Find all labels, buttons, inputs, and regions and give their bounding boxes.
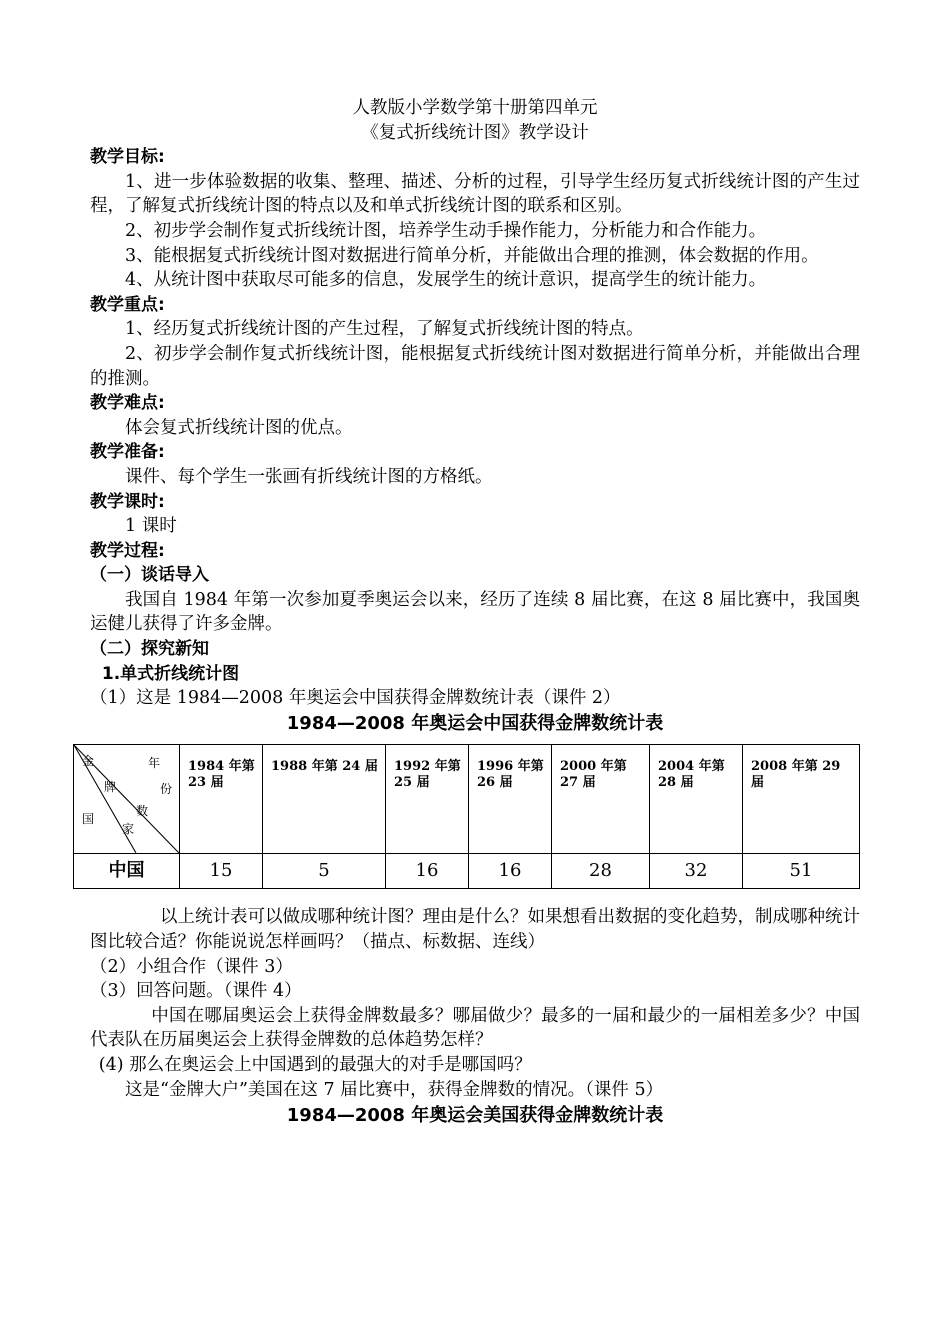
column-header: 1988 年第 24 届 bbox=[263, 745, 386, 854]
table-cell-value: 16 bbox=[469, 854, 552, 889]
corner-label-guo: 国 bbox=[82, 812, 95, 827]
difficulty-text: 体会复式折线统计图的优点。 bbox=[125, 417, 353, 438]
prep-text: 课件、每个学生一张画有折线统计图的方格纸。 bbox=[125, 466, 493, 487]
difficulty-heading: 教学难点: bbox=[90, 393, 165, 414]
row-label-china: 中国 bbox=[74, 854, 180, 889]
table-title: 1984—2008 年奥运会中国获得金牌数统计表 bbox=[286, 712, 664, 734]
step2-text: （2）小组合作（课件 3） bbox=[90, 956, 293, 977]
step3-text: （3）回答问题。（课件 4） bbox=[90, 981, 302, 1002]
corner-label-jia: 家 bbox=[122, 822, 135, 837]
table-cell-value: 32 bbox=[650, 854, 743, 889]
part1-text: 我国自 1984 年第一次参加夏季奥运会以来，经历了连续 8 届比赛，在这 8 届比赛中，我国奥运健儿获得了许多金牌。 bbox=[90, 589, 860, 635]
after-table-text: 以上统计表可以做成哪种统计图？理由是什么？如果想看出数据的变化趋势，制成哪种统计图比较合适？你能说说怎样画吗？（描点、标数据、连线） bbox=[90, 907, 860, 953]
corner-label-shu: 数 bbox=[136, 804, 149, 819]
step3-detail: 中国在哪届奥运会上获得金牌数最多？哪届做少？最多的一届和最少的一届相差多少？中国代表队在历届奥运会上获得金牌数的总体趋势怎样？ bbox=[90, 1005, 860, 1051]
goal-item: 4、从统计图中获取尽可能多的信息，发展学生的统计意识，提高学生的统计能力。 bbox=[125, 270, 767, 291]
part2-heading: （二）探究新知 bbox=[90, 639, 209, 660]
corner-label-year: 年 bbox=[148, 756, 161, 771]
keypoints-heading: 教学重点: bbox=[90, 294, 165, 315]
column-header: 1992 年第 25 届 bbox=[386, 745, 469, 854]
table-cell-value: 5 bbox=[263, 854, 386, 889]
column-header: 2000 年第 27 届 bbox=[552, 745, 650, 854]
table-cell-value: 28 bbox=[552, 854, 650, 889]
table-cell-value: 15 bbox=[180, 854, 263, 889]
step4-text: (4) 那么在奥运会上中国遇到的最强大的对手是哪国吗？ bbox=[98, 1055, 532, 1075]
step1-text: （1）这是 1984—2008 年奥运会中国获得金牌数统计表（课件 2） bbox=[90, 688, 621, 709]
goal-item: 3、能根据复式折线统计图对数据进行简单分析，并能做出合理的推测，体会数据的作用。 bbox=[125, 245, 819, 266]
doc-title-line2: 《复式折线统计图》教学设计 bbox=[361, 122, 589, 143]
table-cell-value: 51 bbox=[743, 854, 860, 889]
column-header: 2008 年第 29 届 bbox=[743, 745, 860, 854]
document-page bbox=[82, 96, 860, 1137]
column-header: 1984 年第 23 届 bbox=[180, 745, 263, 854]
column-header: 1996 年第 26 届 bbox=[469, 745, 552, 854]
gold-medal-table bbox=[73, 744, 860, 889]
part1-heading: （一）谈话导入 bbox=[90, 565, 209, 586]
table-cell-value: 16 bbox=[386, 854, 469, 889]
doc-title-line1: 人教版小学数学第十册第四单元 bbox=[352, 98, 598, 118]
corner-label-fen: 份 bbox=[160, 782, 173, 797]
column-header: 2004 年第 28 届 bbox=[650, 745, 743, 854]
corner-label-jin: 金 bbox=[82, 754, 95, 769]
process-heading: 教学过程: bbox=[90, 540, 165, 561]
table2-title: 1984—2008 年奥运会美国获得金牌数统计表 bbox=[286, 1105, 664, 1127]
goal-item: 2、初步学会制作复式折线统计图，培养学生动手操作能力，分析能力和合作能力。 bbox=[125, 220, 767, 241]
goal-item: 1、进一步体验数据的收集、整理、描述、分析的过程，引导学生经历复式折线统计图的产生过程，了解复式折线统计图的特点以及和单式折线统计图的联系和区别。 bbox=[90, 171, 860, 217]
hours-text: 1 课时 bbox=[125, 516, 177, 537]
hours-heading: 教学课时: bbox=[90, 491, 165, 512]
table-corner-cell bbox=[74, 745, 180, 854]
goals-heading: 教学目标: bbox=[90, 147, 165, 168]
keypoint-item: 2、初步学会制作复式折线统计图，能根据复式折线统计图对数据进行简单分析，并能做出合理的推测。 bbox=[90, 343, 860, 389]
prep-heading: 教学准备: bbox=[90, 442, 165, 463]
sub1-heading: 1.单式折线统计图 bbox=[101, 663, 240, 684]
keypoint-item: 1、经历复式折线统计图的产生过程，了解复式折线统计图的特点。 bbox=[125, 319, 644, 340]
corner-label-pai: 牌 bbox=[104, 780, 117, 795]
step4-detail: 这是“金牌大户”美国在这 7 届比赛中，获得金牌数的情况。（课件 5） bbox=[125, 1079, 664, 1100]
